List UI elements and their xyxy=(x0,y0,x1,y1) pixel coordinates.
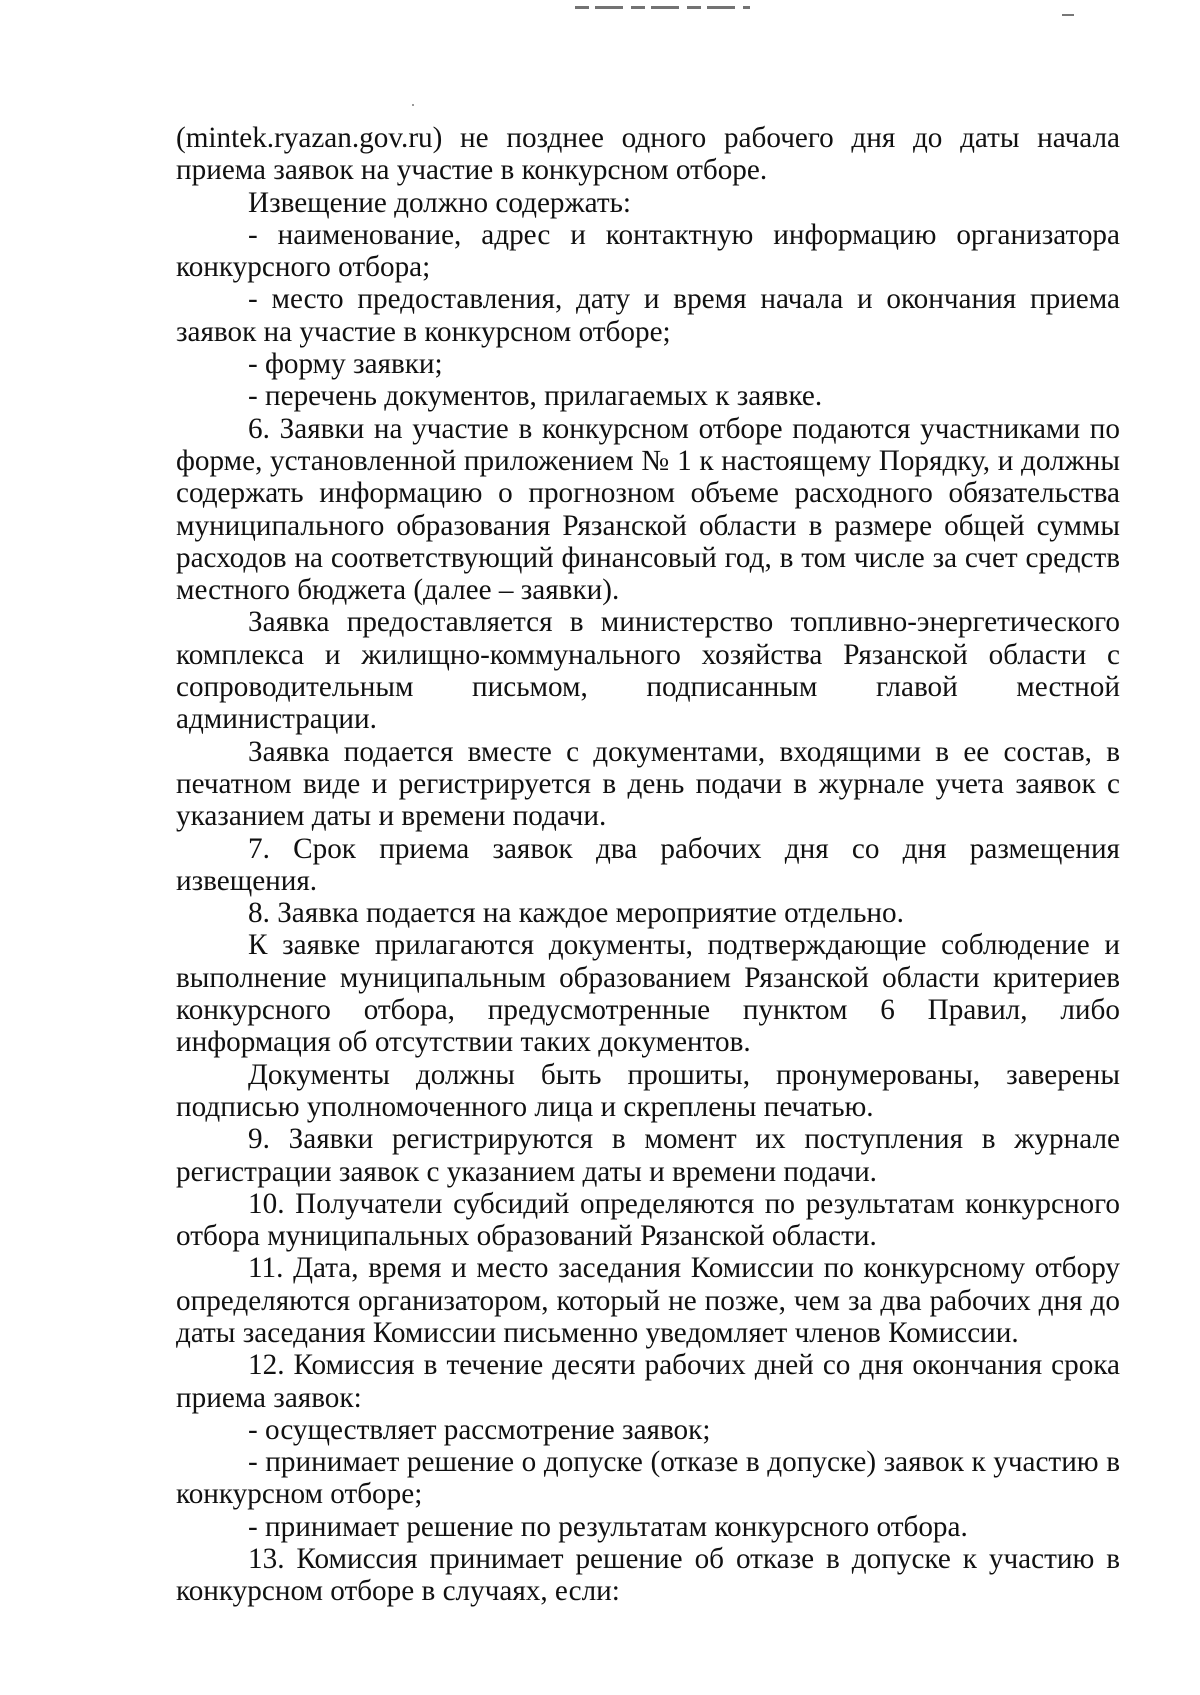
list-item: - перечень документов, прилагаемых к заявке. xyxy=(248,380,823,413)
paragraph: К заявке прилагаются документы, подтверждающие соблюдение и выполнение муниципальным образованием Рязанской области критериев конкурсного отбора, предусмотренные пунктом 6 Правил, либо информация об отсутствии таких документов. xyxy=(176,929,1120,1059)
paragraph: Заявка предоставляется в министерство топливно-энергетического комплекса и жилищно-коммунального хозяйства Рязанской области с сопроводительным письмом, подписанным главой местной администрации. xyxy=(176,606,1120,736)
paragraph: Заявка подается вместе с документами, входящими в ее состав, в печатном виде и регистрируется в день подачи в журнале учета заявок с указанием даты и времени подачи. xyxy=(176,735,1120,833)
clause-8: 8. Заявка подается на каждое мероприятие отдельно. xyxy=(248,897,904,930)
paragraph: Извещение должно содержать: xyxy=(248,186,632,219)
list-item: - принимает решение по результатам конкурсного отбора. xyxy=(248,1510,968,1543)
clause-7: 7. Срок приема заявок два рабочих дня со дня размещения извещения. xyxy=(176,832,1120,897)
clause-13: 13. Комиссия принимает решение об отказе в допуске к участию в конкурсном отборе в случаях, если: xyxy=(176,1543,1120,1608)
list-item: - принимает решение о допуске (отказе в допуске) заявок к участию в конкурсном отборе; xyxy=(176,1446,1120,1511)
paragraph: (mintek.ryazan.gov.ru) не позднее одного рабочего дня до даты начала приема заявок на участие в конкурсном отборе. xyxy=(176,122,1120,187)
document-body xyxy=(176,122,1120,1608)
list-item: - форму заявки; xyxy=(248,348,443,381)
list-item: - место предоставления, дату и время начала и окончания приема заявок на участие в конкурсном отборе; xyxy=(176,283,1120,348)
clause-10: 10. Получатели субсидий определяются по результатам конкурсного отбора муниципальных образований Рязанской области. xyxy=(176,1187,1120,1253)
list-item: - наименование, адрес и контактную информацию организатора конкурсного отбора; xyxy=(176,218,1120,284)
scan-artifact-dot xyxy=(412,104,414,106)
clause-6: 6. Заявки на участие в конкурсном отборе подаются участниками по форме, установленной приложением № 1 к настоящему Порядку, и должны содержать информацию о прогнозном объеме расходного обязательства муниципального образования Рязанской области в размере общей суммы расходов на соответствующий финансовый год, в том числе за счет средств местного бюджета (далее – заявки). xyxy=(176,412,1120,607)
clause-9: 9. Заявки регистрируются в момент их поступления в журнале регистрации заявок с указанием даты и времени подачи. xyxy=(176,1123,1120,1188)
clause-11: 11. Дата, время и место заседания Комиссии по конкурсному отбору определяются организатором, который не позже, чем за два рабочих дня до даты заседания Комиссии письменно уведомляет членов Комиссии. xyxy=(176,1252,1120,1349)
list-item: - осуществляет рассмотрение заявок; xyxy=(248,1413,711,1446)
scan-artifact-top xyxy=(575,6,750,9)
paragraph: Документы должны быть прошиты, пронумерованы, заверены подписью уполномоченного лица и скреплены печатью. xyxy=(176,1058,1120,1123)
scan-artifact-right xyxy=(1062,14,1074,16)
clause-12: 12. Комиссия в течение десяти рабочих дней со дня окончания срока приема заявок: xyxy=(176,1349,1120,1414)
